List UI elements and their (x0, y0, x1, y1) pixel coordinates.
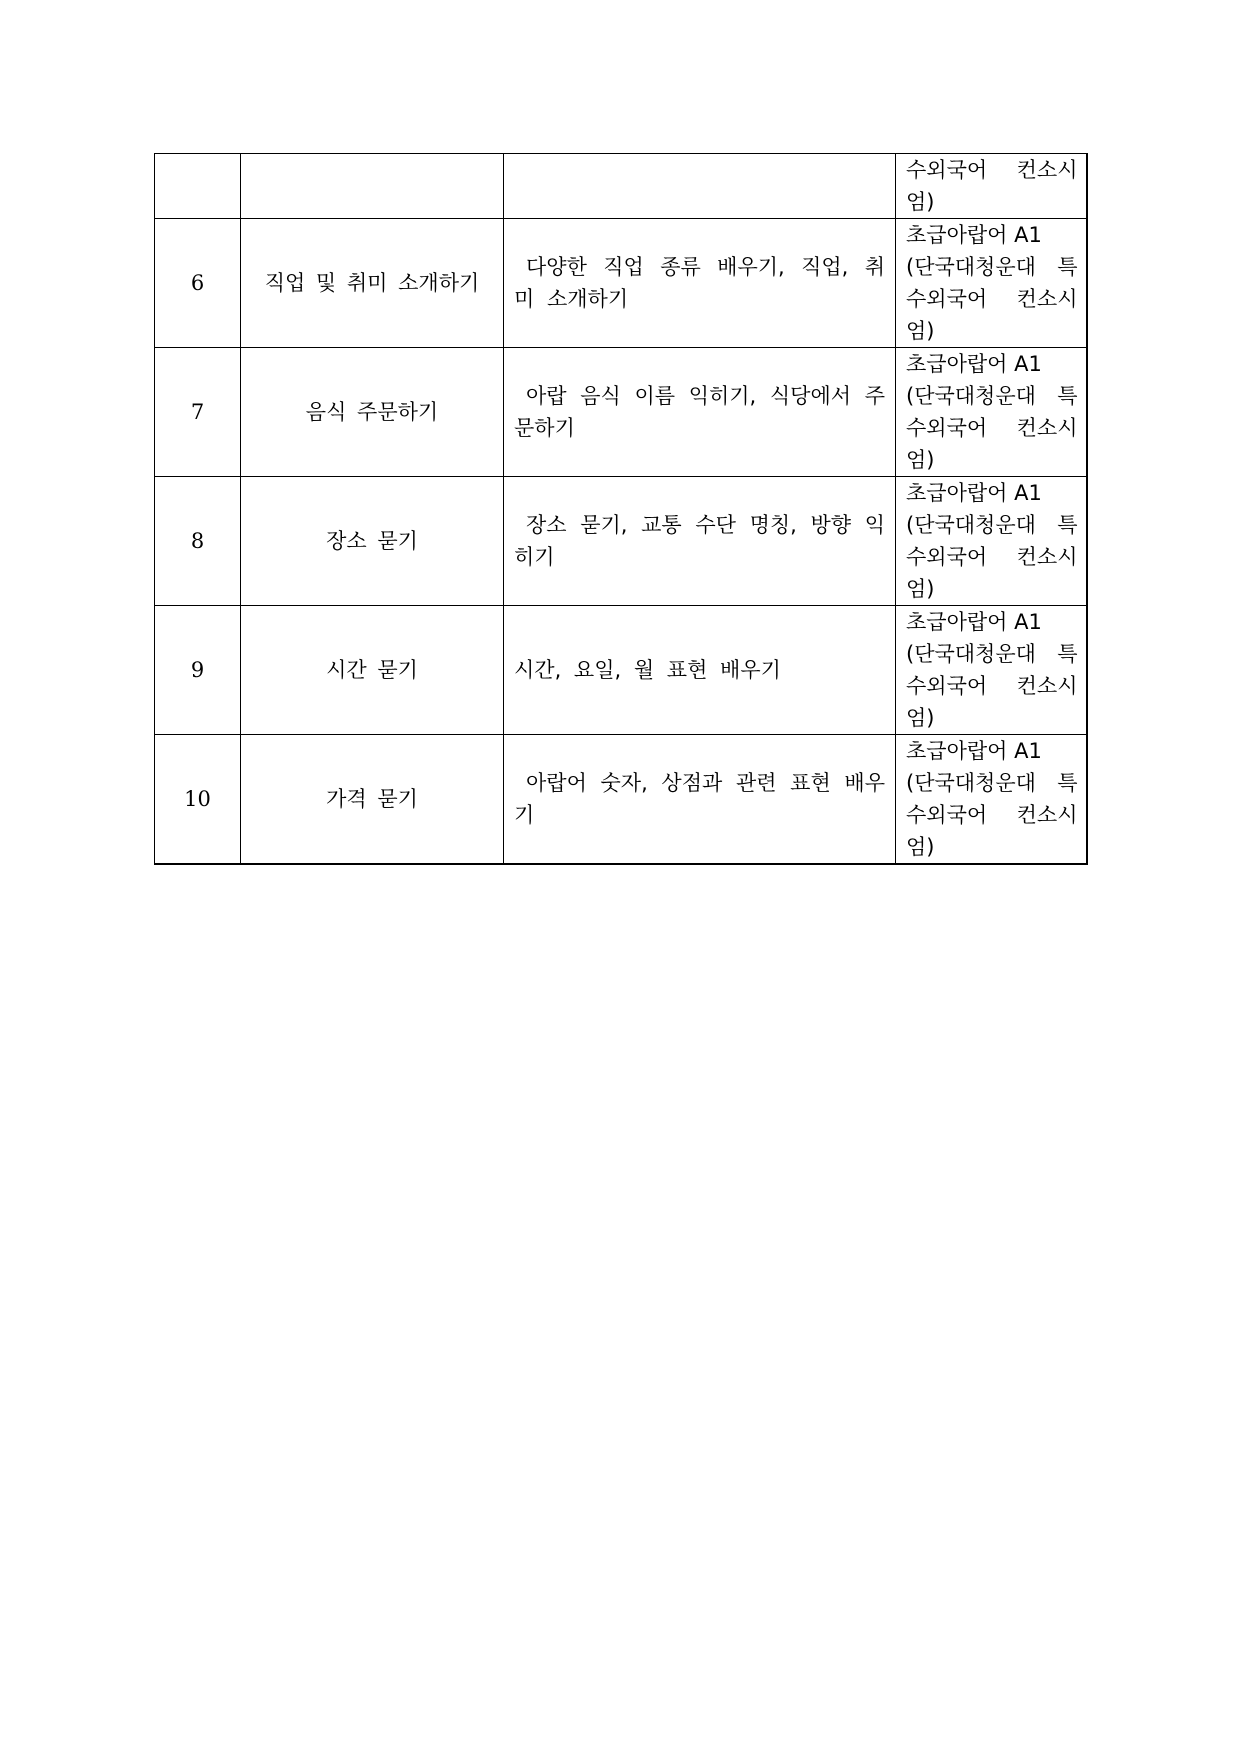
textbook-cell (896, 606, 1087, 735)
topic-cell: 시간 묻기 (241, 606, 504, 735)
textbook-cell (896, 154, 1087, 219)
textbook-line: 초급아랍어 A1 (906, 610, 1042, 634)
textbook-line (906, 638, 1078, 670)
textbook-line-part: 수외국어 (906, 158, 988, 182)
textbook-line: 엄) (906, 706, 935, 730)
textbook-line-part: 특 (1057, 384, 1078, 408)
content-cell (504, 348, 896, 477)
content-text: 아랍 음식 이름 익히기, 식당에서 주문하기 (514, 384, 885, 440)
week-cell (155, 154, 241, 219)
content-cell (504, 154, 896, 219)
table-row (155, 348, 1087, 477)
topic-cell (241, 154, 504, 219)
textbook-line-part: (단국대청운대 (906, 513, 1036, 537)
topic-cell: 장소 묻기 (241, 477, 504, 606)
textbook-line (906, 670, 1078, 702)
textbook-line (906, 283, 1078, 315)
textbook-line-part: (단국대청운대 (906, 771, 1036, 795)
table-row (155, 735, 1087, 865)
textbook-line (906, 412, 1078, 444)
textbook-line-part: 컨소시 (1016, 674, 1078, 698)
content-cell (504, 606, 896, 735)
textbook-line (906, 799, 1078, 831)
table-row (155, 154, 1087, 219)
textbook-cell (896, 477, 1087, 606)
textbook-line-part: 컨소시 (1016, 416, 1078, 440)
week-number: 8 (155, 477, 241, 606)
textbook-line: 초급아랍어 A1 (906, 739, 1042, 763)
textbook-line: 엄) (906, 577, 935, 601)
textbook-line: 초급아랍어 A1 (906, 352, 1042, 376)
textbook-line (906, 509, 1078, 541)
textbook-line: 초급아랍어 A1 (906, 481, 1042, 505)
table-row (155, 219, 1087, 348)
content-text: 다양한 직업 종류 배우기, 직업, 취미 소개하기 (514, 255, 885, 311)
content-text: 아랍어 숫자, 상점과 관련 표현 배우기 (514, 771, 885, 827)
table-row (155, 477, 1087, 606)
content-text: 시간, 요일, 월 표현 배우기 (514, 658, 781, 682)
content-cell (504, 219, 896, 348)
textbook-line (906, 251, 1078, 283)
textbook-line-part: (단국대청운대 (906, 255, 1036, 279)
textbook-cell (896, 219, 1087, 348)
textbook-line-part: 수외국어 (906, 545, 988, 569)
textbook-line: 엄) (906, 319, 935, 343)
textbook-line (906, 541, 1078, 573)
textbook-line: 엄) (906, 448, 935, 472)
textbook-line-part: 컨소시 (1016, 545, 1078, 569)
textbook-line-part: (단국대청운대 (906, 384, 1036, 408)
textbook-line (906, 380, 1078, 412)
content-cell (504, 477, 896, 606)
textbook-line-part: 특 (1057, 513, 1078, 537)
textbook-line-part: 컨소시 (1016, 803, 1078, 827)
textbook-line-part: 수외국어 (906, 287, 988, 311)
textbook-line: 엄) (906, 190, 935, 214)
topic-cell: 직업 및 취미 소개하기 (241, 219, 504, 348)
textbook-line-part: 수외국어 (906, 674, 988, 698)
textbook-line-part: 컨소시 (1016, 287, 1078, 311)
content-text: 장소 묻기, 교통 수단 명칭, 방향 익히기 (514, 513, 885, 569)
week-number: 9 (155, 606, 241, 735)
week-number: 10 (155, 735, 241, 865)
textbook-line-part: 컨소시 (1016, 158, 1078, 182)
textbook-line-part: (단국대청운대 (906, 642, 1036, 666)
textbook-line-part: 수외국어 (906, 416, 988, 440)
textbook-cell (896, 348, 1087, 477)
textbook-line (906, 767, 1078, 799)
week-number: 7 (155, 348, 241, 477)
textbook-cell (896, 735, 1087, 865)
syllabus-table (154, 153, 1088, 865)
textbook-line-part: 특 (1057, 642, 1078, 666)
textbook-line: 초급아랍어 A1 (906, 223, 1042, 247)
textbook-line-part: 수외국어 (906, 803, 988, 827)
textbook-line-part: 특 (1057, 771, 1078, 795)
textbook-line-part: 특 (1057, 255, 1078, 279)
topic-cell: 가격 묻기 (241, 735, 504, 865)
week-number: 6 (155, 219, 241, 348)
textbook-line: 엄) (906, 835, 935, 859)
textbook-line (906, 154, 1078, 186)
topic-cell: 음식 주문하기 (241, 348, 504, 477)
table-row (155, 606, 1087, 735)
content-cell (504, 735, 896, 865)
